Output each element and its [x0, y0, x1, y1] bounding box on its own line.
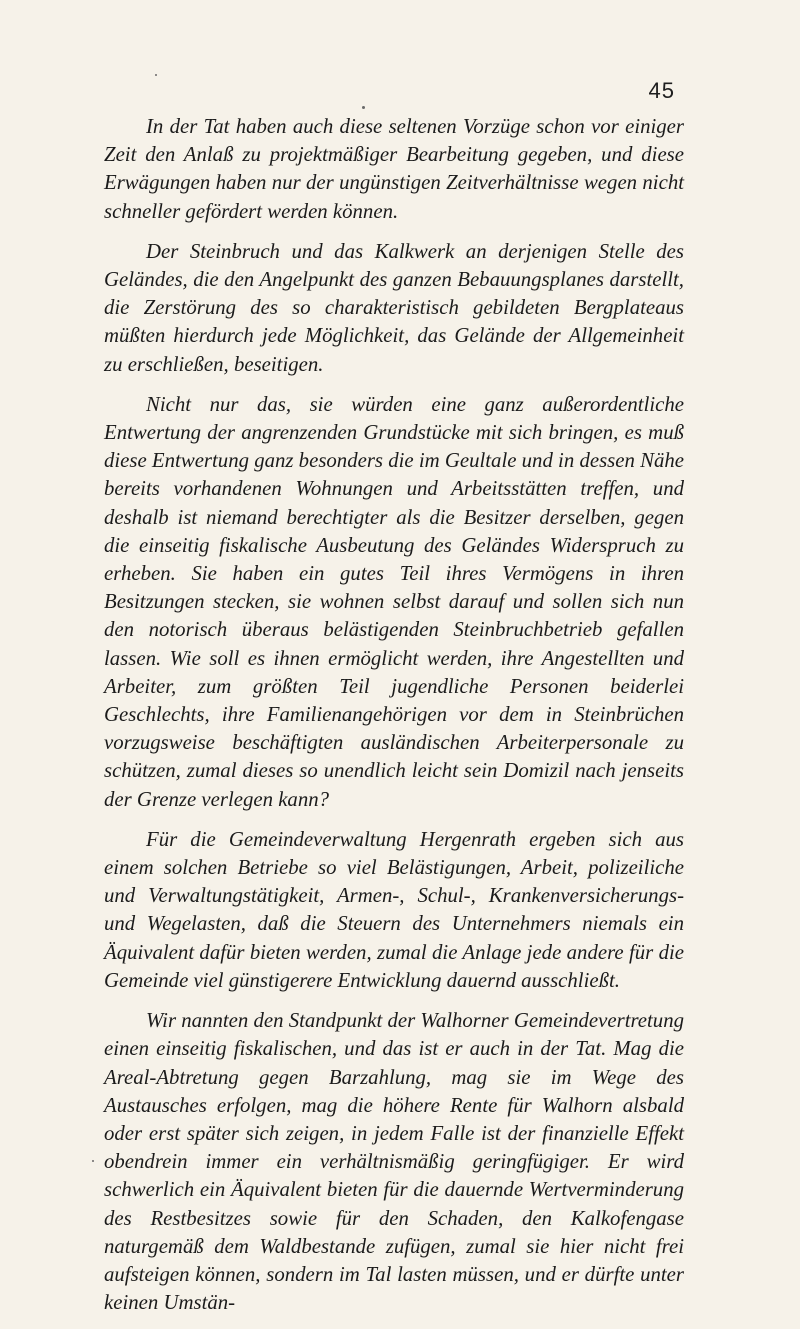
paragraph: Nicht nur das, sie würden eine ganz außerordentliche Entwertung der angrenzenden Grundstücke mit sich bringen, es muß diese Entwertung ganz besonders die im Geultale und in dessen Nähe bereits vorhandenen Wohnungen und Arbeitsstätten treffen, und deshalb ist niemand berechtigter als die Besitzer derselben, gegen die einseitig fiskalische Ausbeutung des Geländes Widerspruch zu erheben. Sie haben ein gutes Teil ihres Vermögens in ihren Besitzungen stecken, sie wohnen selbst darauf und sollen sich nun den notorisch überaus belästigenden Steinbruchbetrieb gefallen lassen. Wie soll es ihnen ermöglicht werden, ihre Angestellten und Arbeiter, zum größten Teil jugendliche Personen beiderlei Geschlechts, ihre Familienangehörigen vor dem in Steinbrüchen vorzugsweise beschäftigten ausländischen Arbeiterpersonale zu schützen, zumal dieses so unendlich leicht sein Domizil nach jenseits der Grenze verlegen kann?	[104, 392, 684, 811]
paper-speck	[92, 1160, 94, 1162]
paragraph: Für die Gemeindeverwaltung Hergenrath ergeben sich aus einem solchen Betriebe so viel Belästigungen, Arbeit, polizeiliche und Verwaltungstätigkeit, Armen-, Schul-, Krankenversicherungs- und Wegelasten, daß die Steuern des Unternehmers niemals ein Äquivalent dafür bieten werden, zumal die Anlage jede andere für die Gemeinde viel günstigerere Entwicklung dauernd ausschließt.	[104, 827, 684, 992]
page-number: 45	[648, 78, 675, 103]
paragraph: Wir nannten den Standpunkt der Walhorner Gemeindevertretung einen einseitig fiskalischen, und das ist er auch in der Tat. Mag die Areal-Abtretung gegen Barzahlung, mag sie im Wege des Austausches erfolgen, mag die höhere Rente für Walhorn alsbald oder erst später sich zeigen, in jedem Falle ist der finanzielle Effekt obendrein immer ein verhältnismäßig geringfügiger. Er wird schwerlich ein Äquivalent bieten für die dauernde Wertverminderung des Restbesitzes sowie für den Schaden, den Kalkofengase naturgemäß dem Waldbestande zufügen, zumal sie hier nicht frei aufsteigen können, sondern im Tal lasten müssen, und er dürfte unter keinen Umstän-	[104, 1009, 684, 1315]
paper-speck	[362, 106, 365, 109]
paragraph: Der Steinbruch und das Kalkwerk an derjenigen Stelle des Geländes, die den Angelpunkt des ganzen Bebauungsplanes darstellt, die Zerstörung des so charakteristisch gebildeten Bergplateaus müßten hierdurch jede Möglichkeit, das Gelände der Allgemeinheit zu erschließen, beseitigen.	[104, 239, 684, 376]
paper-speck	[155, 74, 157, 76]
body-text	[104, 113, 684, 1329]
paragraph: In der Tat haben auch diese seltenen Vorzüge schon vor einiger Zeit den Anlaß zu projektmäßiger Bearbeitung gegeben, und diese Erwägungen haben nur der ungünstigen Zeitverhältnisse wegen nicht schneller gefördert werden können.	[104, 115, 684, 223]
